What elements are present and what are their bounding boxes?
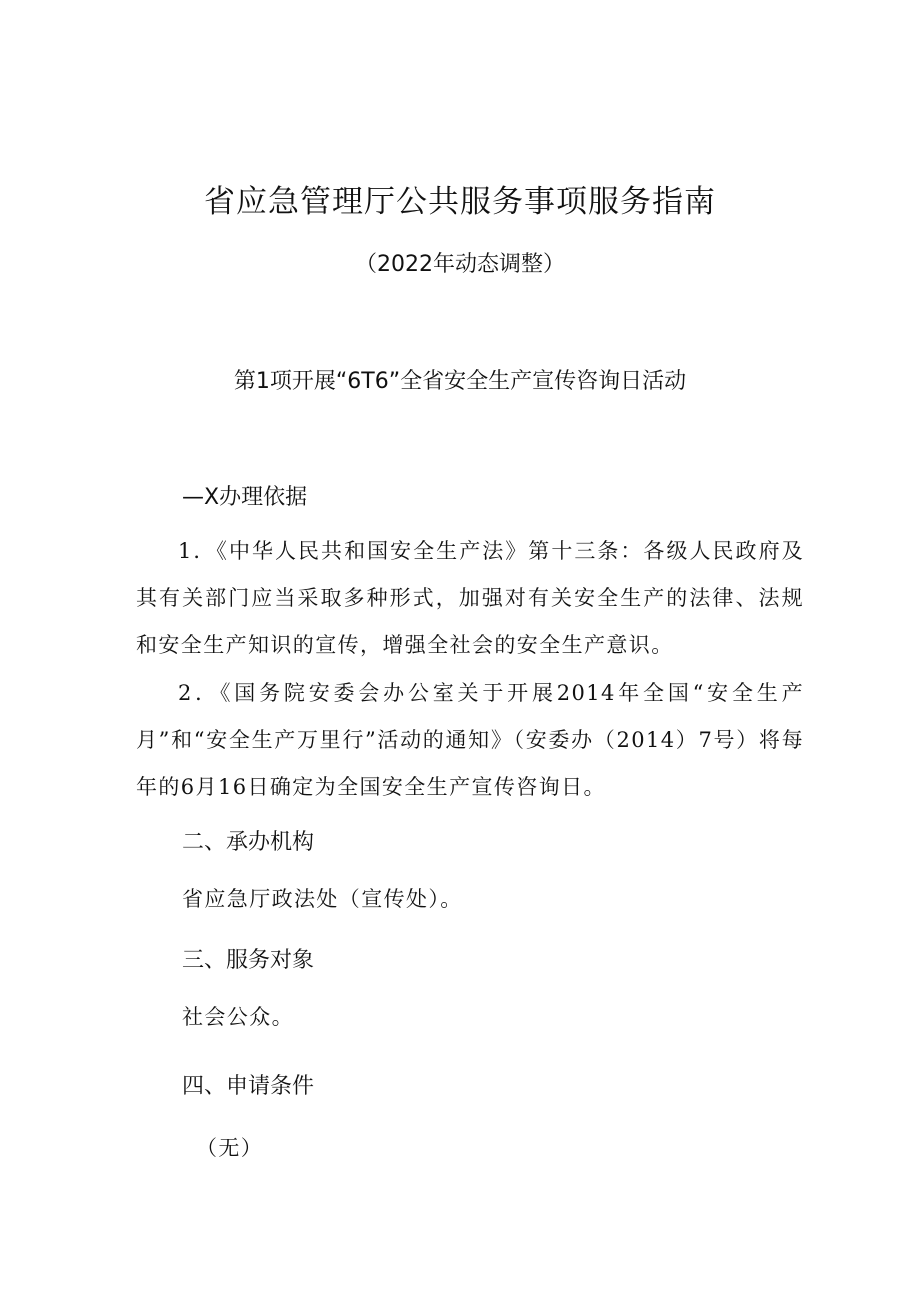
document-title: 省应急管理厅公共服务事项服务指南 xyxy=(204,184,716,220)
basis-item-2: 2．《国务院安委会办公室关于开展2014年全国“安全生产月”和“安全生产万里行”活动的通知》（安委办（2014）7号）将每年的6月16日确定为全国安全生产宣传咨询日。 xyxy=(136,681,804,799)
target-content: 社会公众。 xyxy=(182,1005,294,1029)
item-title: 第1项开展“6T6”全省安全生产宣传咨询日活动 xyxy=(233,369,687,394)
agency-content: 省应急厅政法处（宣传处）。 xyxy=(182,887,463,911)
section-heading-basis: —X办理依据 xyxy=(182,485,308,510)
conditions-content: （无） xyxy=(196,1136,264,1160)
section-heading-target: 三、服务对象 xyxy=(182,948,315,973)
section-heading-conditions: 四、申请条件 xyxy=(182,1074,315,1099)
basis-item-1: 1．《中华人民共和国安全生产法》第十三条：各级人民政府及其有关部门应当采取多种形式，加强对有关安全生产的法律、法规和安全生产知识的宣传，增强全社会的安全生产意识。 xyxy=(136,539,804,657)
section-heading-agency: 二、承办机构 xyxy=(182,830,315,855)
document-subtitle: （2022年动态调整） xyxy=(355,252,565,277)
